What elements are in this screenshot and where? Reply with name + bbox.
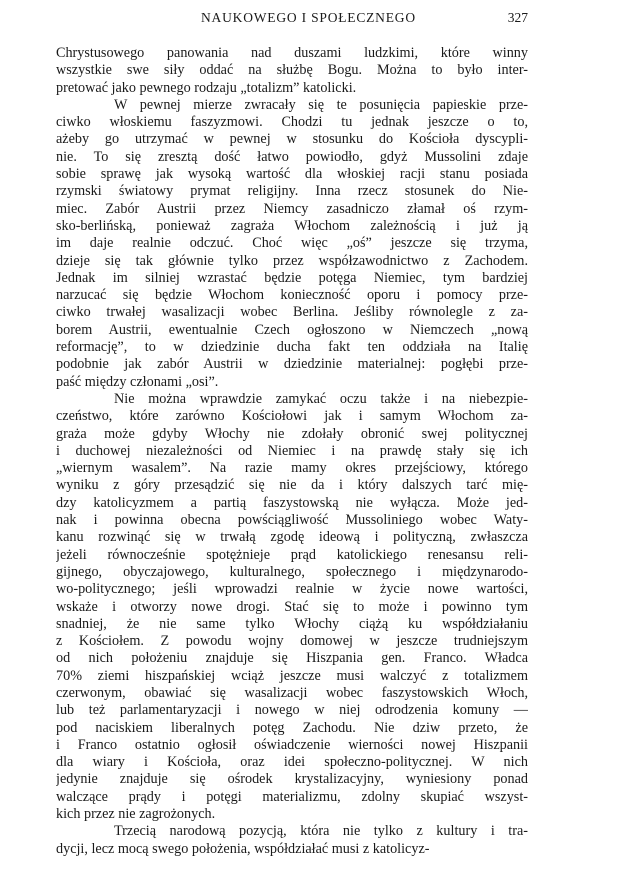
text-line: Chrystusowego panowania nad duszami ludzkimi, które winny — [56, 45, 528, 61]
text-line: nak i powinna obecna powściągliwość Mussoliniego wobec Waty- — [56, 512, 528, 529]
text-line: „wiernym wasalem”. Na razie mamy okres przejściowy, którego — [56, 460, 528, 477]
text-line: jedynie znajduje się ośrodek krystalizacyjny, wyniesiony ponad — [56, 771, 528, 788]
text-line: kanu rozwinąć się w trwałą zgodę ideową i polityczną, zwłaszcza — [56, 529, 528, 546]
text-line: ciwko trwałej wasalizacji wobec Berlina. Jeśliby równolegle z za- — [56, 304, 528, 321]
text-line: dzy katolicyzmem a partią faszystowską nie wyłącza. Może jed- — [56, 494, 528, 511]
text-line: pod naciskiem liberalnych potęg Zachodu. Nie dziw przeto, że — [56, 719, 528, 736]
text-line: lub też parlamentaryzacji i nowego w niej odrodzenia komuny — — [56, 702, 528, 719]
text-line: dzieje się tak głównie tylko przez współzawodnictwo z Zachodem. — [56, 252, 528, 269]
paragraph — [56, 45, 528, 97]
text-line: miec. Zabór Austrii przez Niemcy zasadniczo złamał oś rzym- — [56, 200, 528, 217]
text-line: wo-politycznego; jeśli wprowadzi realnie w życie nowe wartości, — [56, 581, 528, 598]
text-line: kich przez nie zagrożonych. — [56, 806, 216, 823]
text-line: dla wiary i Kościoła, oraz idei społeczno-politycznej. W nich — [56, 754, 528, 771]
text-line: Jednak im silniej wzrastać będzie potęga Niemiec, tym bardziej — [56, 269, 528, 286]
text-line: Nie można wprawdzie zamykać oczu także i na niebezpie- — [114, 390, 528, 407]
text-line: walczące prądy i potęgi materializmu, zdolny skupiać wszyst- — [56, 788, 528, 805]
text-line: od nich położeniu znajduje się Hiszpania gen. Franco. Władca — [56, 650, 528, 667]
text-line: wyniku z góry przesądzić się nie da i który dalszych tarć mię- — [56, 477, 528, 494]
text-line: wskaże i otworzy nowe drogi. Stać się to może i powinno tym — [56, 598, 528, 615]
text-line: wszystkie swe siły oddać na służbę Bogu. Można to było inter- — [56, 62, 528, 79]
text-line: ażeby go utrzymać w pewnej w stosunku do Kościoła dyscypli- — [56, 131, 528, 148]
text-line: narzucać się będzie Włochom konieczność oporu i pomocy prze- — [56, 287, 528, 304]
text-line: im daje realnie odczuć. Choć więc „oś” jeszcze się trzyma, — [56, 235, 528, 252]
text-line: dycji, lecz mocą swego położenia, współdziałać musi z katolicyz- — [56, 840, 430, 857]
text-line: podobnie jak zabór Austrii w dziedzinie materialnej: pogłębi prze- — [56, 356, 528, 373]
page-header — [56, 10, 528, 32]
text-line: rzymski światowy prymat religijny. Inna rzecz stosunek do Nie- — [56, 183, 528, 200]
text-line: jeżeli równocześnie spotężnieje prąd katolickiego renesansu reli- — [56, 546, 528, 563]
page-number: 327 — [507, 10, 528, 25]
paragraph — [56, 391, 528, 823]
text-line: z Kościołem. Z powodu wojny domowej w jeszcze trudniejszym — [56, 633, 528, 650]
text-line: czerwonym, obawiać się wasalizacji wobec faszystowskich Włoch, — [56, 684, 528, 701]
paragraph — [56, 823, 528, 858]
text-line: W pewnej mierze zwracały się te posunięcia papieskie prze- — [114, 96, 528, 113]
text-line: i duchowej niezależności od Niemiec i na prawdę stały się ich — [56, 442, 528, 459]
text-line: snadniej, że nie same tylko Włochy ciążą ku współdziałaniu — [56, 615, 528, 632]
text-line: pretować jako pewnego rodzaju „totalizm” katolicki. — [56, 79, 357, 96]
body-text — [56, 45, 528, 858]
text-line: Trzecią narodową pozycją, która nie tylko z kultury i tra- — [114, 823, 528, 840]
text-line: ciwko włoskiemu faszyzmowi. Chodzi tu jednak jeszcze o to, — [56, 114, 528, 131]
text-line: reformację”, to w dziedzinie ducha fakt ten oddziała na Italię — [56, 339, 528, 356]
paragraph — [56, 97, 528, 391]
text-line: czeństwo, które zarówno Kościołowi jak i samym Włochom za- — [56, 408, 528, 425]
text-line: nie. To się zresztą dość łatwo powiodło, gdyż Mussolini zdaje — [56, 148, 528, 165]
text-line: gijnego, obyczajowego, kulturalnego, społecznego i międzynarodo- — [56, 563, 528, 580]
text-line: i Franco ostatnio ogłosił oświadczenie wierności nowej Hiszpanii — [56, 736, 528, 753]
text-line: paść między członami „osi”. — [56, 373, 219, 390]
running-head: NAUKOWEGO I SPOŁECZNEGO — [201, 10, 416, 25]
text-line: borem Austrii, ewentualnie Czech ogłoszono w Niemczech „nową — [56, 321, 528, 338]
text-line: sobie sprawę jak wysoką wartość dla włoskiej racji stanu posiada — [56, 166, 528, 183]
text-line: 70% ziemi hiszpańskiej wciąż jeszcze musi walczyć z totalizmem — [56, 667, 528, 684]
text-line: sko-berlińską, ponieważ zagraża Włochom zależnością i już ją — [56, 217, 528, 234]
text-line: graża może gdyby Włochy nie zdołały obronić swej politycznej — [56, 425, 528, 442]
